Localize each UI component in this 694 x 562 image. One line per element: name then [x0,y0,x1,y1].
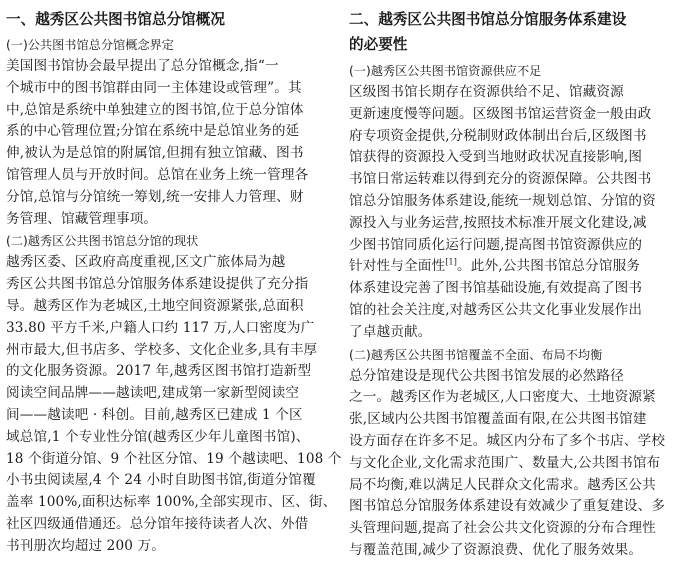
text-line: 馆的社会关注度,对越秀区公共文化事业发展作出 [349,301,643,318]
text-line: 域总馆,1 个专业性分馆(越秀区少年儿童图书馆)、 [6,428,310,445]
text-line: 馆获得的资源投入受到当地财政状况直接影响,图 [349,149,643,166]
text-line: 中,总馆是系统中单独建立的图书馆,位于总分馆体 [6,101,304,118]
text-line: 18 个街道分馆、9 个社区分馆、19 个越读吧、108 个 [6,450,342,467]
text-line: 馆总分馆服务体系建设,能统一规划总馆、分馆的资 [349,192,656,209]
citation-ref[interactable]: [1] [445,257,458,267]
text-line: 张,区域内公共图书馆覆盖面有限,在公共图书馆建 [349,411,647,428]
text-line: 源投入与业务运营,按照技术标准开展文化建设,减 [349,214,647,231]
text-line: 社区四级通借通还。总分馆年接待读者人次、外借 [6,515,309,532]
text-line: 系的中心管理位置;分馆在系统中是总馆业务的延 [6,123,300,140]
paragraph-status [6,252,342,557]
text-line: 区级图书馆长期存在资源供给不足、馆藏资源 [349,84,624,100]
text-line: 馆管理人员与开放时间。总馆在业务上统一管理各 [6,166,309,183]
text-line: 头管理问题,提高了社会公共文化资源的分布合理性 [349,520,656,537]
right-column [349,8,683,562]
text-line: 务管理、馆藏管理事项。 [6,210,158,227]
left-column [6,8,342,558]
section-heading-2-line: 的必要性 [349,36,408,53]
subsection-heading-2-2: (二)越秀区公共图书馆覆盖不全面、布局不均衡 [349,347,603,362]
text-line: 秀区公共图书馆总分馆服务体系建设提供了充分指 [6,276,309,293]
text-line: 书馆日常运转难以得到充分的资源保障。公共图书 [349,171,652,188]
text-line: 与覆盖范围,减少了资源浪费、优化了服务效果。 [349,541,643,558]
text-line: 间——越读吧 · 科创。目前,越秀区已建成 1 个区 [6,406,303,423]
subsection-heading-1-2: (二)越秀区公共图书馆总分馆的现状 [6,234,199,249]
text-segment: 。此外,公共图书馆总分馆服务 [457,258,641,275]
text-segment: 针对性与全面性 [349,258,446,275]
text-line: 伸,被认为是总馆的附属馆,但拥有独立馆藏、图书 [6,145,304,162]
text-line: 的文化服务资源。2017 年,越秀区图书馆打造新型 [6,363,312,380]
section-heading-2 [349,8,683,56]
text-line: 个城市中的图书馆群由同一主体建设或管理”。其 [6,79,302,96]
text-line: 图书馆总分馆服务体系建设有效减少了重复建设、多 [349,498,666,515]
text-line: 局不均衡,难以满足人民群众文化需求。越秀区公共 [349,476,656,493]
text-line-with-citation [349,256,683,278]
text-line: 越秀区委、区政府高度重视,区文广旅体局为越 [6,254,286,271]
text-line: 小书虫阅读屋,4 个 24 小时自助图书馆,街道分馆覆 [6,472,316,489]
text-line: 州市最大,但书店多、学校多、文化企业多,具有丰厚 [6,341,318,358]
text-line: 阅读空间品牌——越读吧,建成第一家新型阅读空 [6,385,300,402]
text-line: 体系建设完善了图书馆基础设施,有效提高了图书 [349,280,643,297]
subsection-heading-2-1: (一)越秀区公共图书馆资源供应不足 [349,64,542,78]
text-line: 少图书馆同质化运行问题,提高图书馆资源供应的 [349,236,643,253]
text-line: 之一。越秀区作为老城区,人口密度大、土地资源紧 [349,389,656,406]
text-line: 分馆,总馆与分馆统一筹划,统一安排人力管理、财 [6,188,304,205]
subsection-heading-1-1: (一)公共图书馆总分馆概念界定 [6,38,174,52]
text-line: 了卓越贡献。 [349,323,432,340]
text-line: 总分馆建设是现代公共图书馆发展的必然路径 [349,367,624,384]
paragraph-coverage [349,366,683,562]
text-line: 33.80 平方千米,户籍人口约 117 万,人口密度为广 [6,319,315,336]
text-line: 更新速度慢等问题。区级图书馆运营资金一般由政 [349,105,652,122]
text-line: 设方面存在许多不足。城区内分布了多个书店、学校 [349,432,666,449]
paragraph-resource [349,82,683,344]
text-line: 书刊册次均超过 200 万。 [6,537,166,554]
text-line: 导。越秀区作为老城区,土地空间资源紧张,总面积 [6,297,304,314]
text-line: 与文化企业,文化需求范围广、数量大,公共图书馆布 [349,454,661,471]
text-line: 盖率 100%,面积达标率 100%,全部实现市、区、街、 [6,494,337,511]
text-line: 府专项资金提供,分税制财政体制出台后,区级图书 [349,127,647,144]
text-line: 美国图书馆协会最早提出了总分馆概念,指“一 [6,58,279,74]
section-heading-2-line: 二、越秀区公共图书馆总分馆服务体系建设 [349,11,627,28]
paragraph-concept [6,56,326,230]
section-heading-1: 一、越秀区公共图书馆总分馆概况 [6,11,225,28]
